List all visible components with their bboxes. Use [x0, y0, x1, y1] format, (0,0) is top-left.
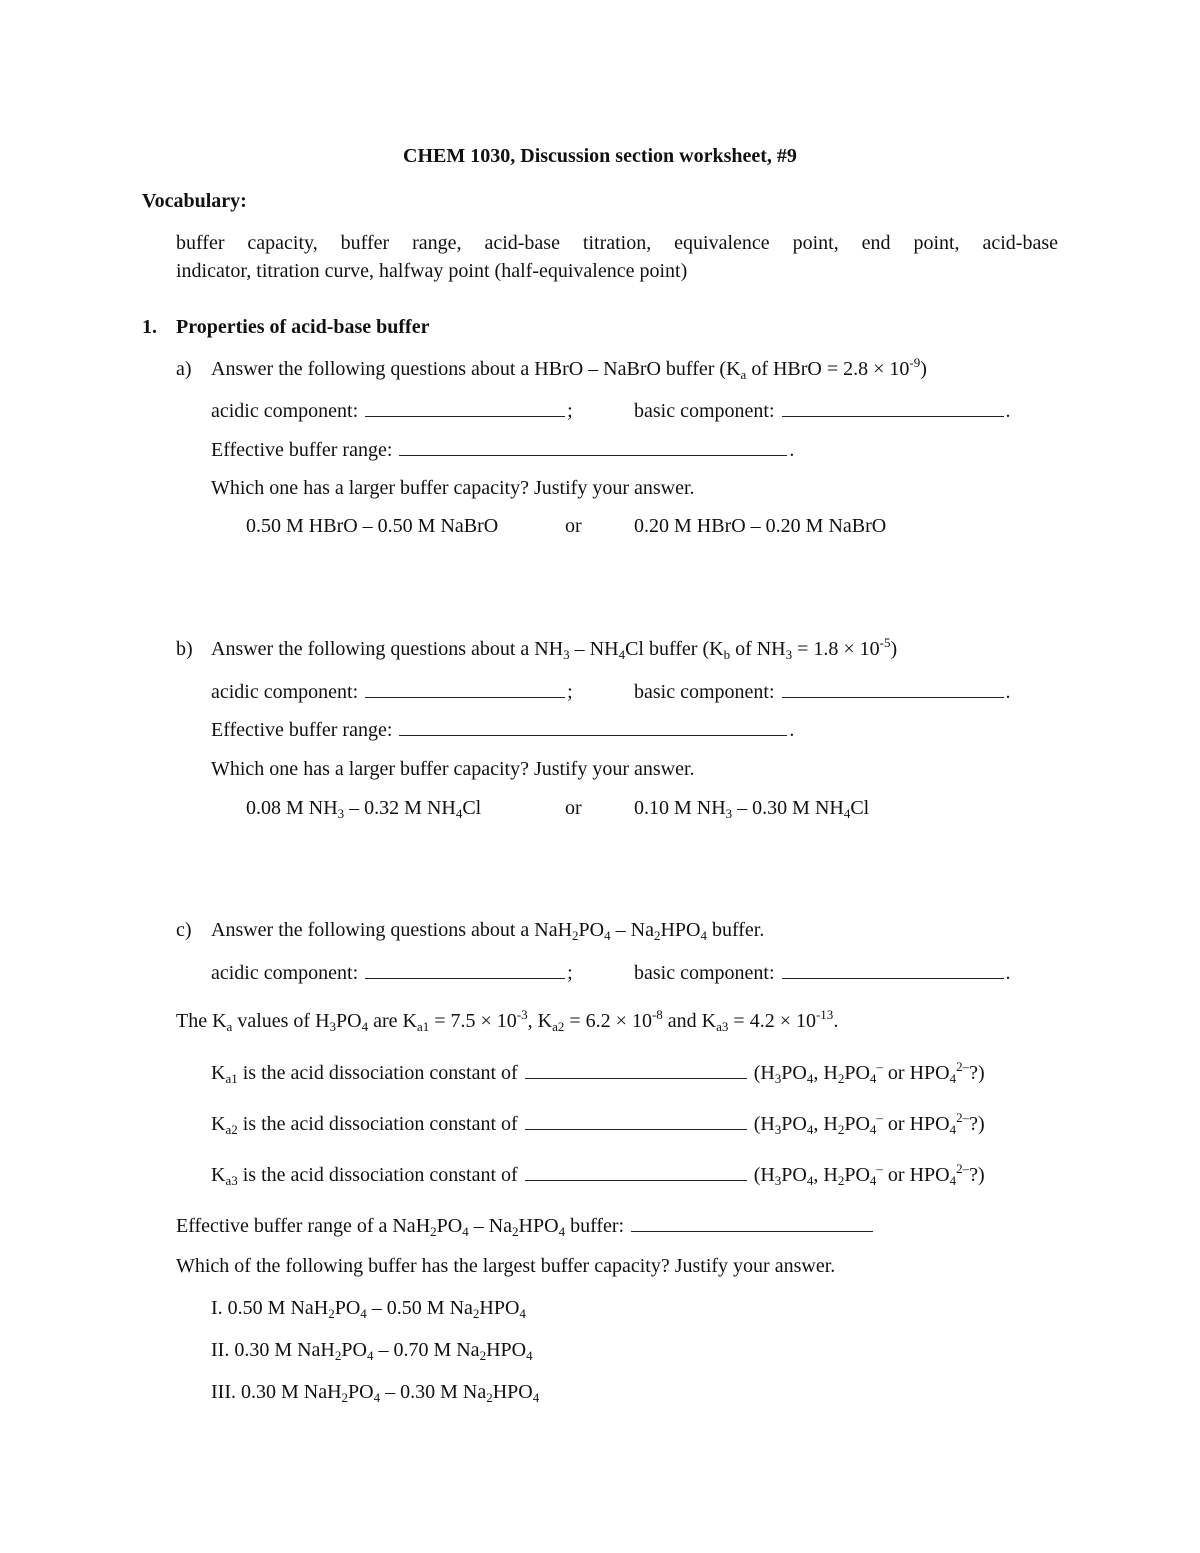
- part-c-largest-text: Which of the following buffer has the largest buffer capacity? Justify your answer.: [176, 1255, 836, 1277]
- part-c-range-row: Effective buffer range of a $NaH_2PO_4 - Na_2HPO_4$ buffer:: [176, 1213, 875, 1238]
- part-b-acidic-blank[interactable]: [365, 679, 565, 698]
- part-c-ka2-row: $K_{a2}$ is the acid dissociation constant of ($H_3PO_4$, $H_2PO_4^-$ or $HPO_4^{2-}$?): [211, 1110, 985, 1137]
- part-b-acidic-row: acidic component: ;: [211, 681, 573, 703]
- part-b-basic-row: basic component: .: [634, 681, 1011, 703]
- part-a-range-row: Effective buffer range: .: [211, 439, 795, 461]
- part-c-prompt: Answer the following questions about a $NaH_2PO_4 - Na_2HPO_4$ buffer.: [211, 919, 765, 943]
- part-b-prompt: Answer the following questions about a $NH_3 - NH_4Cl$ buffer ($K_b$ of $NH_3 = 1.8 \times 10^{-5}$): [211, 635, 898, 662]
- part-c-acidic-row: acidic component: ;: [211, 962, 573, 984]
- part-c-range-blank[interactable]: [631, 1213, 873, 1232]
- part-b-or: or: [565, 797, 582, 819]
- ka1-blank[interactable]: [525, 1060, 747, 1079]
- part-c-ka1-row: $K_{a1}$ is the acid dissociation constant of ($H_3PO_4$, $H_2PO_4^-$ or $HPO_4^{2-}$?): [211, 1059, 985, 1086]
- part-a-acidic-row: acidic component: ;: [211, 400, 573, 422]
- part-a-or: or: [565, 515, 582, 537]
- part-a-basic-blank[interactable]: [782, 398, 1004, 417]
- part-b-range-blank[interactable]: [399, 717, 787, 736]
- part-b-which-text: Which one has a larger buffer capacity? Justify your answer.: [211, 758, 695, 780]
- part-a-option-2: 0.20 M HBrO – 0.20 M NaBrO: [634, 515, 887, 537]
- part-b-option-2: 0.10 M $NH_3 - 0.30$ M $NH_4Cl$: [634, 797, 870, 821]
- part-a-acidic-blank[interactable]: [365, 398, 565, 417]
- ka2-blank[interactable]: [525, 1111, 747, 1130]
- part-c-option-1: I. 0.50 M $NaH_2PO_4 - 0.50$ M $Na_2HPO_4$: [211, 1297, 526, 1321]
- part-b-range-row: Effective buffer range: .: [211, 719, 795, 741]
- part-a-which-text: Which one has a larger buffer capacity? Justify your answer.: [211, 477, 695, 499]
- part-c-option-3: III. 0.30 M $NaH_2PO_4 - 0.30$ M $Na_2HPO_4$: [211, 1381, 540, 1405]
- part-c-ka3-row: $K_{a3}$ is the acid dissociation constant of ($H_3PO_4$, $H_2PO_4^-$ or $HPO_4^{2-}$?): [211, 1161, 985, 1188]
- vocabulary-line-2: indicator, titration curve, halfway point (half-equivalence point): [176, 260, 688, 282]
- part-c-basic-row: basic component: .: [634, 962, 1011, 984]
- part-c-basic-blank[interactable]: [782, 960, 1004, 979]
- question-number: 1.: [142, 316, 157, 338]
- part-b-option-1: 0.08 M $NH_3 - 0.32$ M $NH_4Cl$: [246, 797, 482, 821]
- vocabulary-heading: Vocabulary:: [142, 190, 247, 212]
- question-title: Properties of acid-base buffer: [176, 316, 430, 338]
- part-b-letter: b): [176, 638, 193, 660]
- part-b-basic-blank[interactable]: [782, 679, 1004, 698]
- part-a-prompt: Answer the following questions about a HBrO – NaBrO buffer ($K_a$ of HBrO = $2.8 \times 10^{-9}$): [211, 355, 927, 382]
- part-a-letter: a): [176, 358, 192, 380]
- vocabulary-line-1: buffer capacity, buffer range, acid-base titration, equivalence point, end point, acid-base: [176, 232, 1058, 254]
- part-a-option-1: 0.50 M HBrO – 0.50 M NaBrO: [246, 515, 499, 537]
- ka3-blank[interactable]: [525, 1162, 747, 1181]
- part-c-acidic-blank[interactable]: [365, 960, 565, 979]
- part-c-ka-values: The $K_a$ values of $H_3PO_4$ are $K_{a1} = 7.5 \times 10^{-3}$, $K_{a2} = 6.2 \times 10^{-8}$ and $K_{a3} = 4.2 \times 10^{-13}$.: [176, 1007, 839, 1034]
- part-a-basic-row: basic component: .: [634, 400, 1011, 422]
- part-a-range-blank[interactable]: [399, 437, 787, 456]
- part-c-letter: c): [176, 919, 192, 941]
- part-c-option-2: II. 0.30 M $NaH_2PO_4 - 0.70$ M $Na_2HPO_4$: [211, 1339, 533, 1363]
- page-title: CHEM 1030, Discussion section worksheet, #9: [403, 145, 797, 167]
